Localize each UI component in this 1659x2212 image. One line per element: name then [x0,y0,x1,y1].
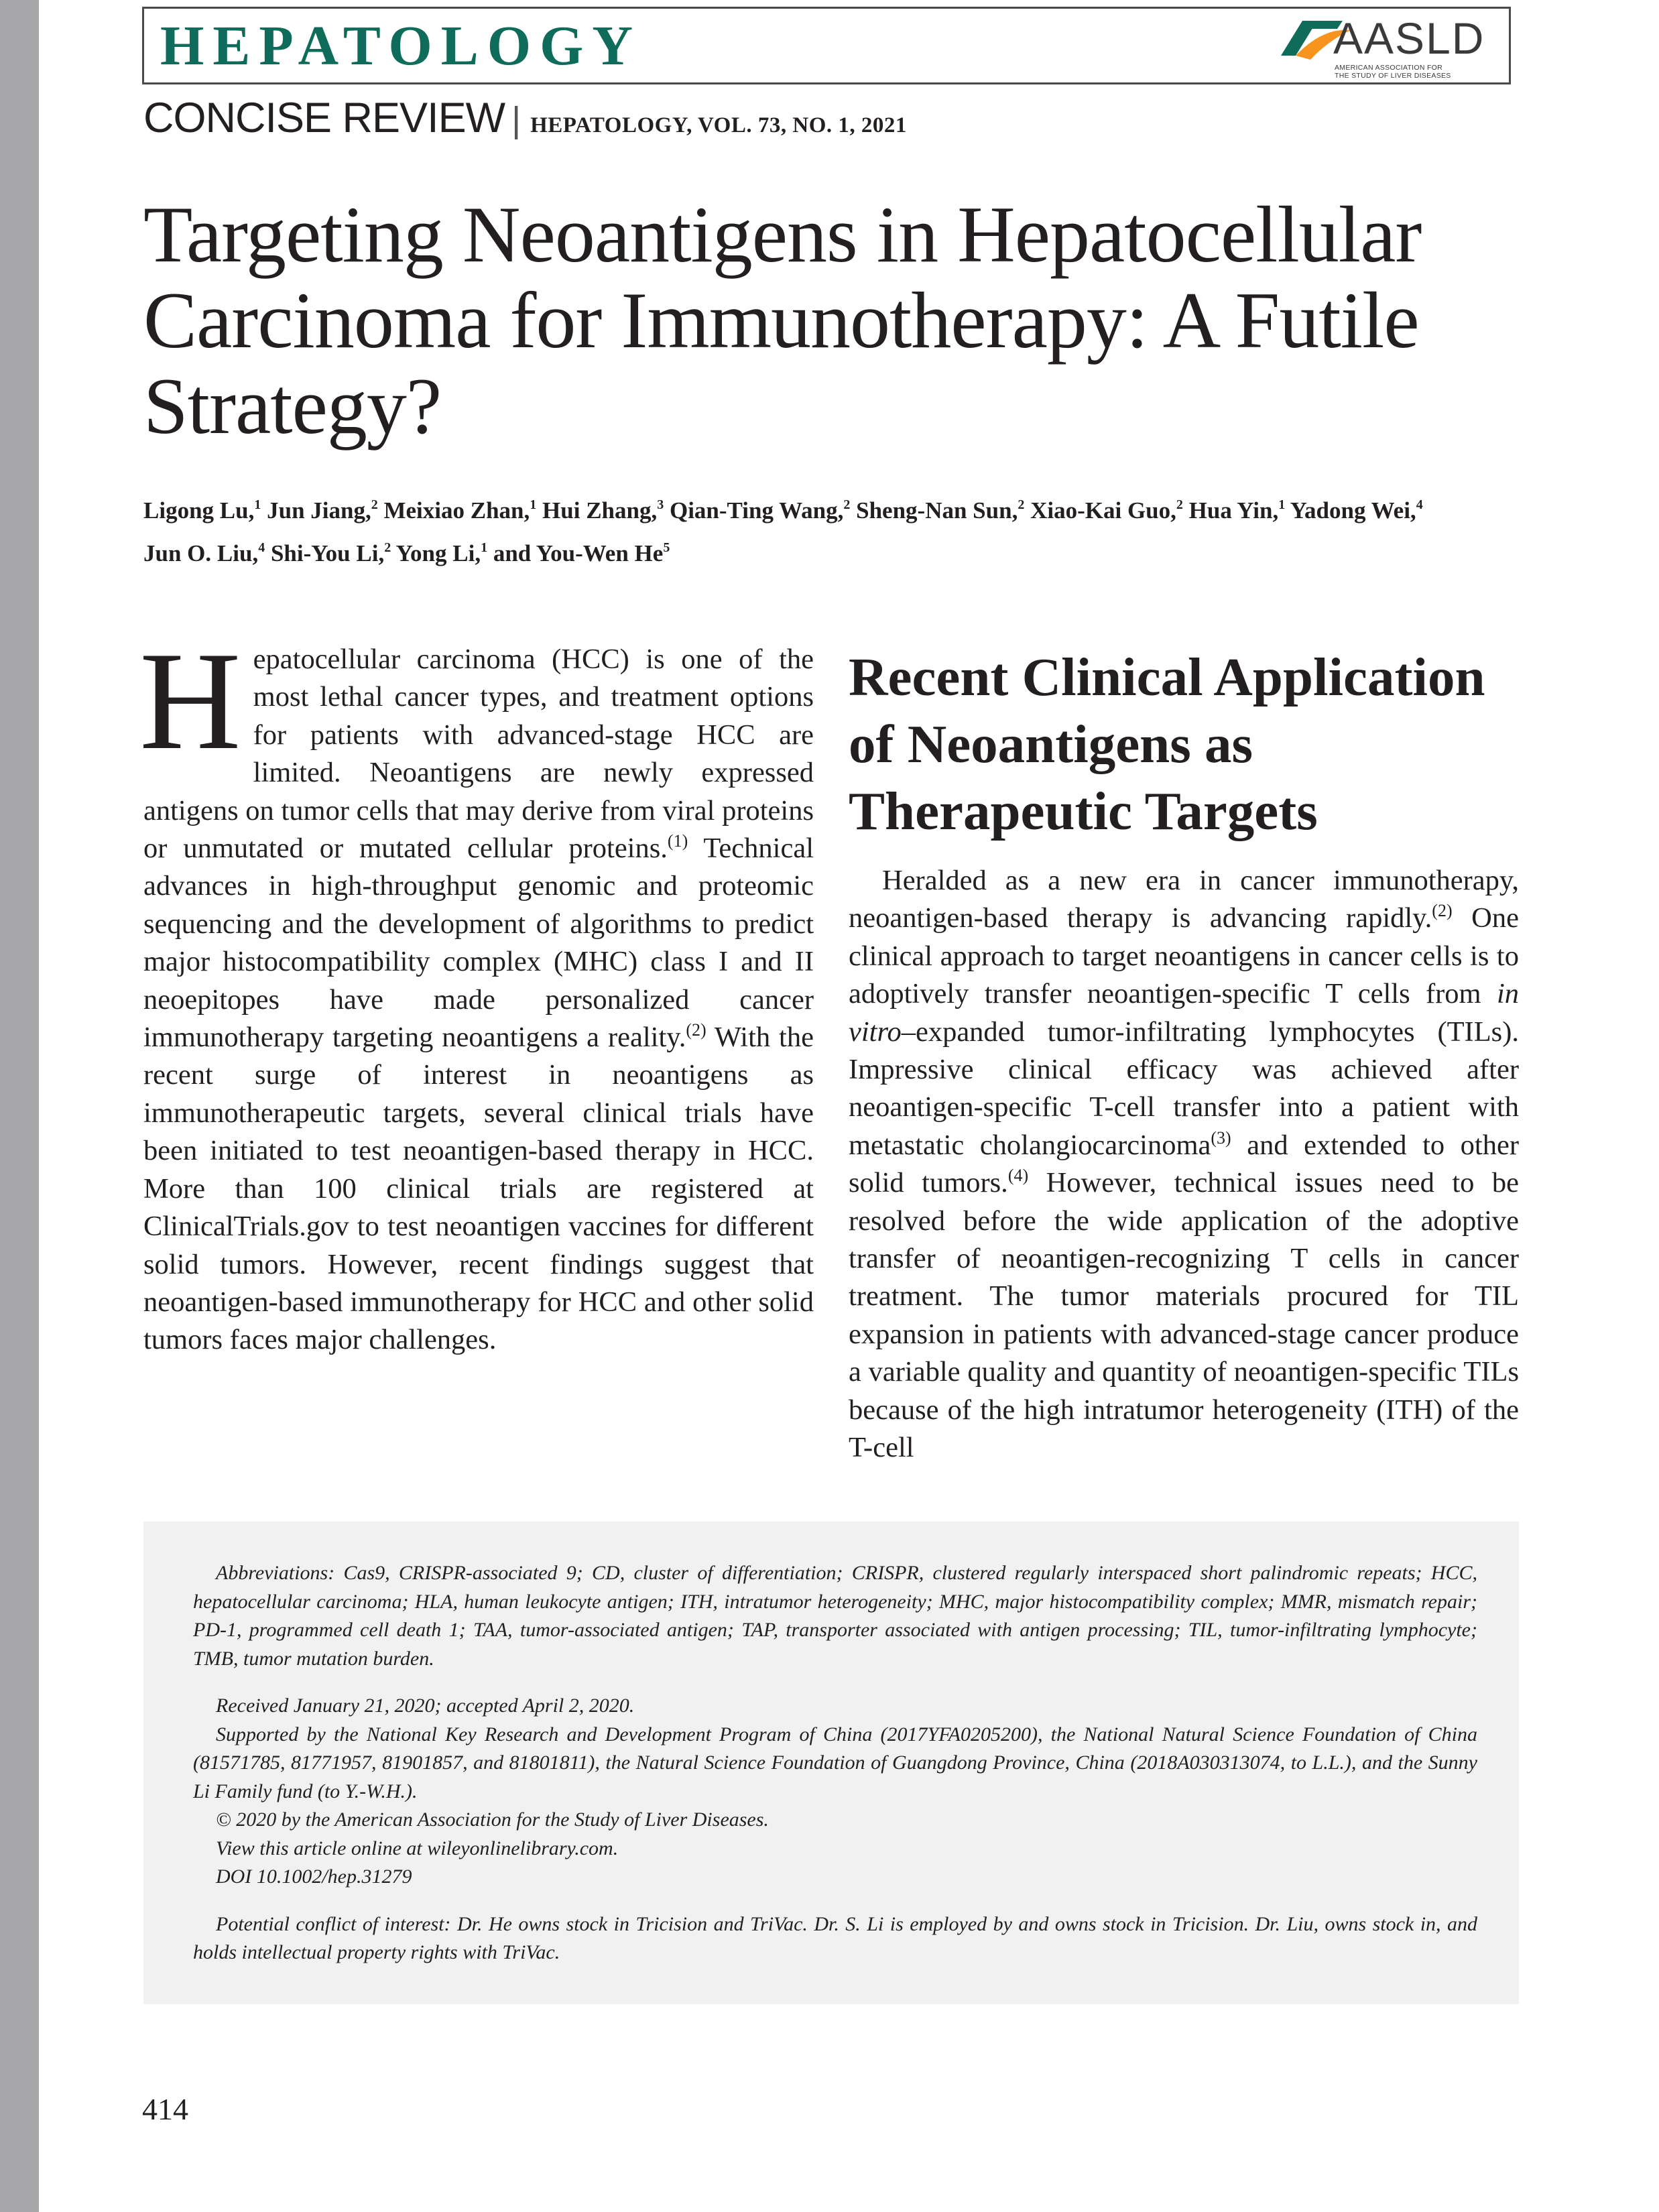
doi-note: DOI 10.1002/hep.31279 [216,1865,412,1888]
author: Shi-You Li,$^2$ [270,540,391,566]
citation: (2) [686,1020,706,1040]
author: Jun Jiang,$^2$ [267,497,378,524]
author: Meixiao Zhan,$^1$ [383,497,537,524]
section-paragraph: Heralded as a new era in cancer immunotherapy, neoantigen-based therapy is advancing rapidly.$^{(2)}$ One clinical approach to target neoantigens in cancer cells is to adoptively transfer neoantigen-specific T cells from in vitro–expanded tumor-infiltrating lymphocytes (TILs). Impressive clinical efficacy was achieved after neoantigen-specific T-cell transfer into a patient with metastatic cholangiocarcinoma$^{(3)}$ and extended to other solid tumors.$^{(4)}$ However, technical issues need to be resolved before the wide application of the adoptive transfer of neoantigen-recognizing T cells in cancer treatment. The tumor materials procured for TIL expansion in patients with advanced-stage cancer produce a variable quality and quantity of neoantigen-specific TILs because of the high intratumor heterogeneity (ITH) of the T-cell [849,865,1519,1464]
section-heading: Recent Clinical Application of Neoantigens as Therapeutic Targets [849,647,1485,841]
author: Hui Zhang,$^3$ [542,497,664,524]
view-online-note: View this article online at wileyonlinelibrary.com. [216,1837,619,1859]
author: and You-Wen He$^5$ [493,540,670,566]
author: Hua Yin,$^1$ [1188,497,1286,524]
citation: (2) [1432,901,1453,921]
author: Yadong Wei,$^4$ [1290,497,1423,524]
received-note: Received January 21, 2020; accepted April 2, 2020. [216,1695,635,1717]
aasld-logo-text: AASLD [1333,13,1485,63]
aasld-logo [1276,14,1497,81]
volume-info: HEPATOLOGY, VOL. 73, NO. 1, 2021 [530,113,907,137]
journal-masthead [142,7,1511,84]
citation: (3) [1211,1127,1231,1148]
article-title: Targeting Neoantigens in Hepatocellular Carcinoma for Immunotherapy: A Futile Strategy? [143,190,1422,450]
section-separator: | [511,100,521,140]
author: Qian-Ting Wang,$^2$ [669,497,851,524]
citation: (4) [1007,1166,1029,1186]
author: Yong Li,$^1$ [395,540,488,566]
aasld-logo-subtitle: AMERICAN ASSOCIATION FOR THE STUDY OF LIVER DISEASES [1335,64,1451,80]
conflict-note: Potential conflict of interest: Dr. He owns stock in Tricision and TriVac. Dr. S. Li is employed by and owns stock in Tricision. Dr. Liu, owns stock in, and holds intellectual property rights with TriVac. [193,1912,1477,1963]
section-column [849,643,1519,1467]
section-header [143,94,907,147]
author-list [143,489,1524,575]
author: Jun O. Liu,$^4$ [143,540,265,566]
funding-note: Supported by the National Key Research and Development Program of China (2017YFA0205200), the National Natural Science Foundation of China (81571785, 81771957, 81901857, and 81801811), the Natural Science Foundation of Guangdong Province, China (2018A030313074, to L.L.), and the Sunny Li Family fund (to Y.-W.H.). [193,1723,1477,1802]
intro-paragraph: Hepatocellular carcinoma (HCC) is one of the most lethal cancer types, and treatment options for patients with advanced-stage HCC are limited. Neoantigens are newly expressed antigens on tumor cells that may derive from viral proteins or unmutated or mutated cellular proteins.$^{(1)}$ Technical advances in high-throughput genomic and proteomic sequencing and the development of algorithms to predict major histocompatibility complex (MHC) class I and II neoepitopes have made personalized cancer immunotherapy targeting neoantigens a reality.$^{(2)}$ With the recent surge of interest in neoantigens as immunotherapeutic targets, several clinical trials have been initiated to test neoantigen-based therapy in HCC. More than 100 clinical trials are registered at ClinicalTrials.gov to test neoantigen vaccines for different solid tumors. However, recent findings suggest that neoantigen-based immunotherapy for HCC and other solid tumors faces major challenges. [139,623,814,1356]
author: Xiao-Kai Guo,$^2$ [1030,497,1183,524]
author: Sheng-Nan Sun,$^2$ [856,497,1025,524]
page-edge-strip [0,0,39,2212]
abbreviations-note: Abbreviations: Cas9, CRISPR-associated 9; CD, cluster of differentiation; CRISPR, clustered regularly interspaced short palindromic repeats; HCC, hepatocellular carcinoma; HLA, human leukocyte antigen; ITH, intratumor heterogeneity; MHC, major histocompatibility complex; MMR, mismatch repair; PD-1, programmed cell death 1; TAA, tumor-associated antigen; TAP, transporter associated with antigen processing; TIL, tumor-infiltrating lymphocyte; TMB, tumor mutation burden. [193,1562,1477,1670]
author: Ligong Lu,$^1$ [143,497,261,524]
section-label: CONCISE REVIEW [143,95,505,141]
citation: (1) [667,831,688,851]
page-number: 414 [142,2092,188,2126]
footnote-box [143,1522,1519,2004]
journal-name: HEPATOLOGY [160,15,642,77]
copyright-note: © 2020 by the American Association for the Study of Liver Diseases. [216,1808,769,1831]
dropcap: H [139,623,241,779]
